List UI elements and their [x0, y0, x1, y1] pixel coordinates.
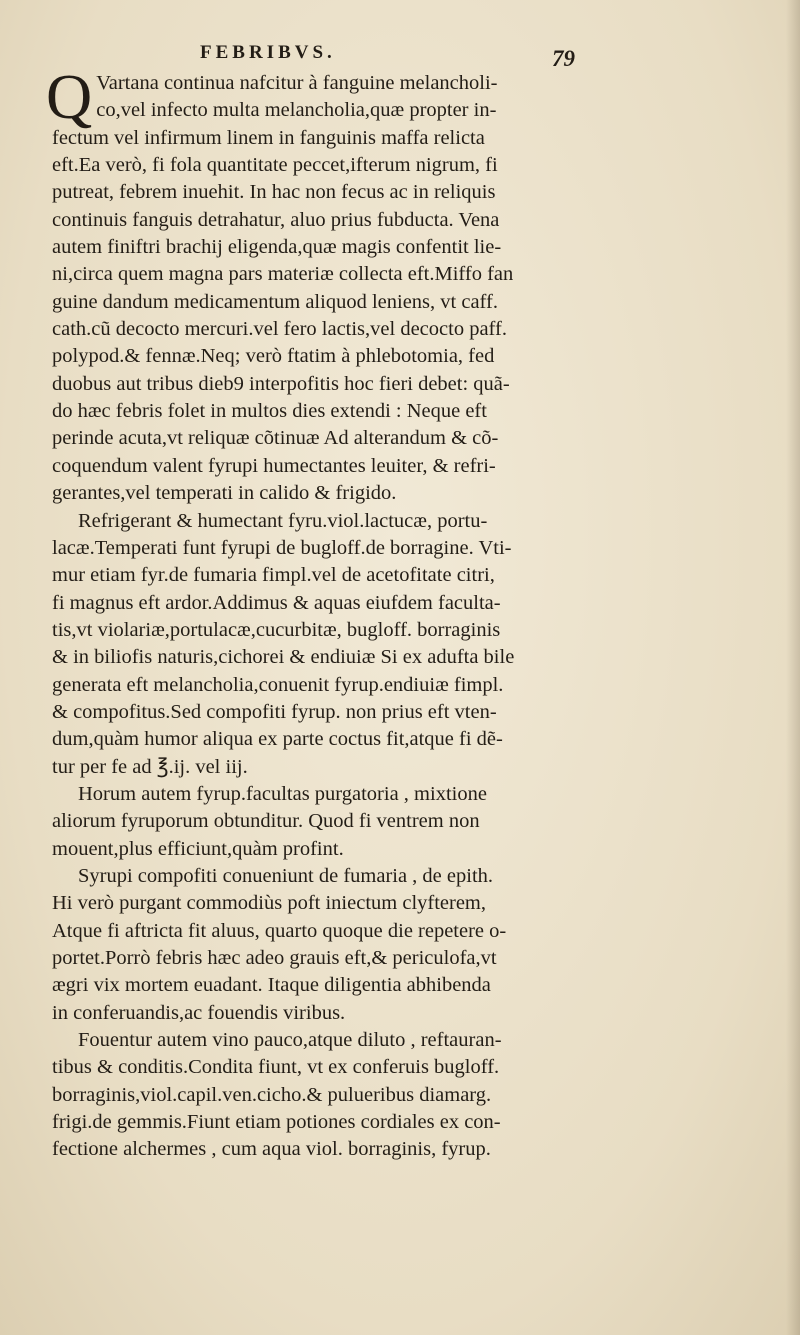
- text-line: tur per fe ad ℥.ij. vel iij.: [52, 755, 248, 778]
- page-edge-shadow: [786, 0, 800, 1335]
- text-line: ni,circa quem magna pars materiæ collecta eft.Miffo fan: [52, 263, 514, 286]
- text-line: co,vel infecto multa melancholia,quæ propter in-: [96, 99, 497, 122]
- text-line: Atque fi aftricta fit aluus, quarto quoque die repetere o-: [52, 919, 507, 942]
- text-line: Syrupi compofiti conueniunt de fumaria , de epith.: [78, 864, 494, 887]
- text-line: & compofitus.Sed compofiti fyrup. non prius eft vten-: [52, 700, 497, 723]
- text-line: aliorum fyruporum obtunditur. Quod fi ventrem non: [52, 810, 480, 833]
- text-line: continuis fanguis detrahatur, aluo prius fubducta. Vena: [52, 208, 500, 231]
- text-line: Vartana continua nafcitur à fanguine melancholi-: [96, 72, 498, 94]
- text-line: portet.Porrò febris hæc adeo grauis eft,& periculofa,vt: [52, 947, 497, 969]
- text-line: gerantes,vel temperati in calido & frigido.: [52, 482, 397, 505]
- text-line: duobus aut tribus dieb9 interpofitis hoc fieri debet: quã-: [52, 372, 510, 395]
- text-line: Fouentur autem vino pauco,atque diluto , reftauran-: [78, 1029, 502, 1052]
- text-line: mur etiam fyr.de fumaria fimpl.vel de acetofitate citri,: [52, 564, 495, 587]
- text-line: frigi.de gemmis.Fiunt etiam potiones cordiales ex con-: [52, 1111, 501, 1134]
- text-line: in conferuandis,ac fouendis viribus.: [52, 1001, 346, 1024]
- text-line: tibus & conditis.Condita fiunt, vt ex conferuis bugloff.: [52, 1056, 500, 1079]
- text-line: fectum vel infirmum linem in fanguinis maffa relicta: [52, 126, 485, 149]
- text-line: perinde acuta,vt reliquæ cõtinuæ Ad alterandum & cõ-: [52, 427, 499, 450]
- text-line: generata eft melancholia,conuenit fyrup.endiuiæ fimpl.: [52, 673, 504, 696]
- text-line: putreat, febrem inuehit. In hac non fecus ac in reliquis: [52, 181, 496, 204]
- text-line: fectione alchermes , cum aqua viol. borraginis, fyrup.: [52, 1138, 491, 1161]
- text-line: tis,vt violariæ,portulacæ,cucurbitæ, bugloff. borraginis: [52, 618, 501, 641]
- drop-cap: Q: [46, 61, 93, 132]
- text-line: borraginis,viol.capil.ven.cicho.& pulueribus diamarg.: [52, 1083, 492, 1106]
- page-number: 79: [552, 46, 575, 71]
- text-line: dum,quàm humor aliqua ex parte coctus fit,atque fi dẽ-: [52, 728, 503, 751]
- text-line: Hi verò purgant commodiùs poft iniectum clyfterem,: [52, 892, 487, 915]
- text-line: eft.Ea verò, fi fola quantitate peccet,ifterum nigrum, fi: [52, 154, 498, 177]
- text-line: lacæ.Temperati funt fyrupi de bugloff.de borragine. Vti-: [52, 536, 512, 559]
- text-line: & in biliofis naturis,cichorei & endiuiæ Si ex adufta bile: [52, 646, 515, 669]
- text-line: ægri vix mortem euadant. Itaque diligentia abhibenda: [52, 974, 491, 997]
- text-line: do hæc febris folet in multos dies extendi : Neque eft: [52, 400, 487, 423]
- text-line: cath.cũ decocto mercuri.vel fero lactis,vel decocto paff.: [52, 318, 507, 341]
- running-title: FEBRIBVS.: [200, 42, 336, 63]
- body-text: [46, 61, 772, 1164]
- text-line: Horum autem fyrup.facultas purgatoria , mixtione: [78, 782, 487, 805]
- text-line: polypod.& fennæ.Neq; verò ftatim à phlebotomia, fed: [52, 345, 495, 368]
- text-line: autem finiftri brachij eligenda,quæ magis confentit lie-: [52, 236, 502, 259]
- running-head: [0, 42, 800, 72]
- text-line: coquendum valent fyrupi humectantes leuiter, & refri-: [52, 454, 496, 477]
- text-line: fi magnus eft ardor.Addimus & aquas eiufdem faculta-: [52, 591, 501, 614]
- text-line: guine dandum medicamentum aliquod leniens, vt caff.: [52, 290, 498, 313]
- text-line: mouent,plus efficiunt,quàm profint.: [52, 837, 344, 860]
- text-line: Refrigerant & humectant fyru.viol.lactucæ, portu-: [78, 509, 488, 532]
